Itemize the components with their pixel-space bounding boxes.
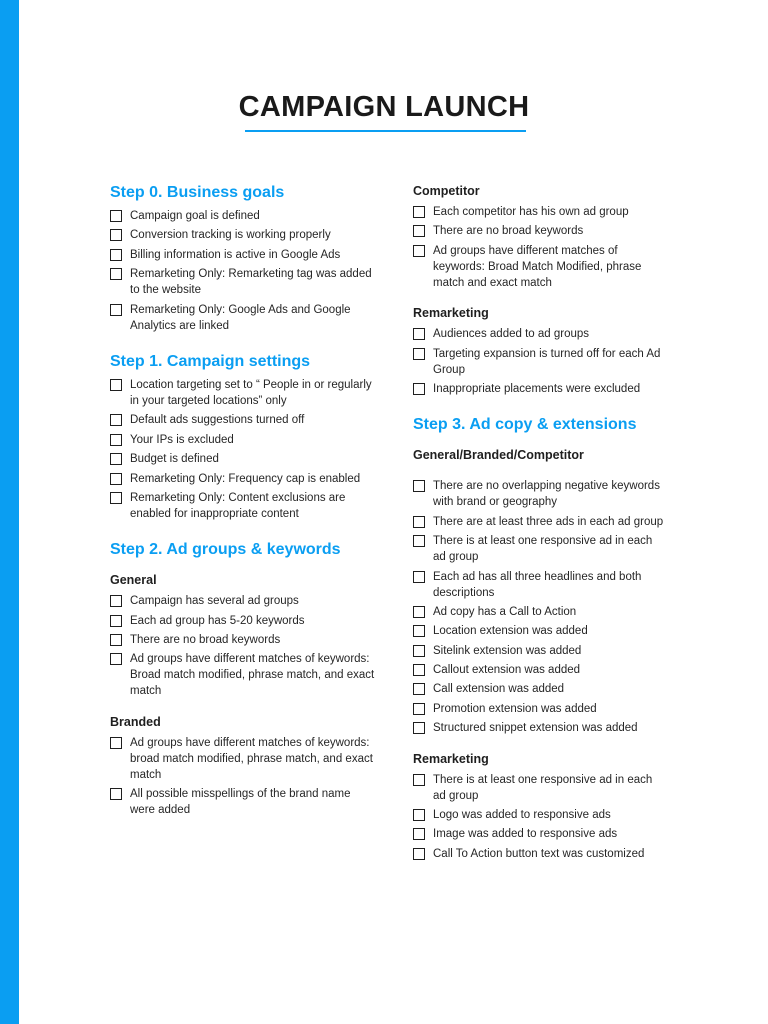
checklist-item	[413, 569, 668, 601]
checkbox[interactable]	[413, 625, 425, 637]
competitor-heading: Competitor	[413, 184, 480, 198]
checklist-item-label: Billing information is active in Google Ads	[130, 248, 341, 261]
checkbox[interactable]	[110, 473, 122, 485]
checklist-item-label: Campaign has several ad groups	[130, 595, 299, 608]
checklist-item-label: Remarketing Only: Google Ads and Google Analytics are linked	[130, 303, 351, 332]
checkbox[interactable]	[413, 206, 425, 218]
checkbox[interactable]	[110, 434, 122, 446]
checklist-item	[413, 681, 668, 697]
step1-heading: Step 1. Campaign settings	[110, 352, 311, 370]
checklist-item-label: Remarketing Only: Frequency cap is enabled	[130, 472, 361, 485]
step0-checklist	[110, 208, 378, 334]
checkbox[interactable]	[413, 722, 425, 734]
checkbox[interactable]	[413, 571, 425, 583]
checkbox[interactable]	[413, 848, 425, 860]
checkbox[interactable]	[110, 492, 122, 504]
checklist-item	[413, 604, 668, 620]
step2-general-heading: General	[110, 573, 157, 588]
checkbox[interactable]	[110, 210, 122, 222]
checklist-item-label: Targeting expansion is turned off for each Ad Group	[433, 347, 661, 376]
remarketing-checklist	[413, 326, 668, 397]
checkbox[interactable]	[413, 535, 425, 547]
competitor-checklist	[413, 204, 668, 291]
checklist-item	[413, 381, 668, 397]
step3-general-heading: General/Branded/Competitor	[413, 448, 584, 463]
checklist-item	[413, 346, 668, 378]
checklist-item-label: Sitelink extension was added	[433, 644, 582, 657]
checkbox[interactable]	[413, 774, 425, 786]
step3-remarketing-checklist	[413, 772, 668, 862]
checklist-item	[413, 223, 668, 239]
checklist-item	[110, 651, 378, 699]
step2-heading: Step 2. Ad groups & keywords	[110, 541, 341, 559]
step1-checklist	[110, 377, 378, 522]
accent-side-bar	[0, 0, 19, 1024]
checkbox[interactable]	[110, 615, 122, 627]
checkbox[interactable]	[413, 683, 425, 695]
checklist-item-label: Call To Action button text was customized	[433, 847, 645, 860]
step2-branded-heading: Branded	[110, 714, 161, 729]
title-underline	[245, 130, 526, 132]
checklist-item-label: Your IPs is excluded	[130, 433, 234, 446]
checklist-item-label: Inappropriate placements were excluded	[433, 382, 641, 395]
checklist-item	[110, 632, 378, 648]
checkbox[interactable]	[413, 383, 425, 395]
checklist-item-label: Remarketing Only: Content exclusions are enabled for inappropriate content	[130, 491, 346, 520]
checklist-item	[110, 786, 378, 818]
checkbox[interactable]	[110, 379, 122, 391]
checkbox[interactable]	[413, 703, 425, 715]
checklist-item-label: All possible misspellings of the brand name were added	[130, 788, 351, 817]
page-title: CAMPAIGN LAUNCH	[238, 91, 530, 123]
checklist-item	[413, 772, 668, 804]
checklist-item	[110, 490, 378, 522]
checklist-item-label: Each ad has all three headlines and both descriptions	[433, 570, 642, 599]
checklist-item	[110, 613, 378, 629]
checkbox[interactable]	[110, 595, 122, 607]
checklist-item	[110, 471, 378, 487]
checklist-item	[110, 247, 378, 263]
checklist-item-label: Each ad group has 5-20 keywords	[130, 614, 305, 627]
checklist-item-label: Ad copy has a Call to Action	[433, 605, 577, 618]
checklist-item	[413, 643, 668, 659]
checkbox[interactable]	[110, 453, 122, 465]
checklist-item	[110, 377, 378, 409]
checkbox[interactable]	[413, 480, 425, 492]
checklist-item-label: Budget is defined	[130, 453, 219, 466]
step3-heading: Step 3. Ad copy & extensions	[413, 416, 637, 434]
checklist-item-label: There is at least one responsive ad in each ad group	[433, 773, 653, 802]
checkbox[interactable]	[413, 645, 425, 657]
left-column	[110, 182, 378, 822]
checklist-item	[413, 514, 668, 530]
checkbox[interactable]	[110, 737, 122, 749]
checklist-item-label: Image was added to responsive ads	[433, 828, 618, 841]
checkbox[interactable]	[110, 653, 122, 665]
checklist-item-label: Location targeting set to “ People in or regularly in your targeted locations” only	[130, 378, 372, 407]
checklist-item	[413, 846, 668, 862]
checklist-item-label: There are no overlapping negative keywords with brand or geography	[433, 480, 660, 509]
checklist-item-label: Promotion extension was added	[433, 702, 597, 715]
checkbox[interactable]	[110, 304, 122, 316]
checklist-item	[413, 807, 668, 823]
checklist-item-label: Each competitor has his own ad group	[433, 206, 629, 218]
checklist-item-label: There are no broad keywords	[130, 634, 281, 647]
checklist-item-label: Ad groups have different matches of keywords: Broad match modified, phrase match, and exact match	[130, 653, 375, 698]
checkbox[interactable]	[110, 788, 122, 800]
right-column	[413, 182, 668, 865]
checklist-item	[110, 208, 378, 224]
checklist-item	[413, 662, 668, 678]
checklist-item	[110, 302, 378, 334]
step2-general-checklist	[110, 593, 378, 699]
checklist-item	[413, 326, 668, 342]
remarketing-heading: Remarketing	[413, 306, 489, 321]
checkbox[interactable]	[413, 245, 425, 257]
checklist-item	[413, 243, 668, 291]
checklist-item	[413, 204, 668, 220]
checklist-item	[413, 826, 668, 842]
checklist-item	[413, 623, 668, 639]
checkbox[interactable]	[413, 348, 425, 360]
checklist-item-label: Campaign goal is defined	[130, 210, 260, 222]
checklist-item-label: There are no broad keywords	[433, 225, 584, 238]
checklist-item-label: Ad groups have different matches of keywords: Broad Match Modified, phrase match and exact match	[433, 244, 642, 289]
checklist-item-label: Audiences added to ad groups	[433, 328, 590, 341]
checkbox[interactable]	[413, 809, 425, 821]
checklist-item	[413, 720, 668, 736]
step0-heading: Step 0. Business goals	[110, 184, 285, 201]
checkbox[interactable]	[413, 828, 425, 840]
checklist-item-label: Call extension was added	[433, 683, 565, 696]
checklist-item-label: Logo was added to responsive ads	[433, 809, 611, 822]
checklist-item	[413, 478, 668, 510]
checkbox[interactable]	[110, 414, 122, 426]
checklist-item-label: Structured snippet extension was added	[433, 722, 638, 735]
checkbox[interactable]	[413, 225, 425, 237]
checkbox[interactable]	[413, 606, 425, 618]
checklist-item	[110, 266, 378, 298]
checklist-item	[110, 227, 378, 243]
checkbox[interactable]	[110, 634, 122, 646]
checklist-item-label: There are at least three ads in each ad group	[433, 515, 664, 528]
checkbox[interactable]	[413, 664, 425, 676]
checklist-item-label: Default ads suggestions turned off	[130, 414, 305, 427]
checklist-item	[110, 412, 378, 428]
checklist-item-label: There is at least one responsive ad in each ad group	[433, 535, 653, 564]
checklist-item	[110, 593, 378, 609]
checklist-item-label: Ad groups have different matches of keywords: broad match modified, phrase match, and exact match	[130, 736, 373, 781]
checklist-item-label: Callout extension was added	[433, 664, 581, 677]
checklist-item	[413, 533, 668, 565]
checkbox[interactable]	[110, 229, 122, 241]
checkbox[interactable]	[110, 268, 122, 280]
checklist-item	[110, 451, 378, 467]
checklist-item-label: Remarketing Only: Remarketing tag was added to the website	[130, 268, 372, 297]
checkbox[interactable]	[110, 249, 122, 261]
checkbox[interactable]	[413, 516, 425, 528]
checklist-item-label: Location extension was added	[433, 625, 588, 638]
step3-general-checklist	[413, 478, 668, 736]
step3-remarketing-heading: Remarketing	[413, 751, 489, 766]
checklist-item	[110, 432, 378, 448]
checklist-item	[110, 735, 378, 783]
checkbox[interactable]	[413, 328, 425, 340]
checklist-item-label: Conversion tracking is working properly	[130, 229, 331, 242]
step2-branded-checklist	[110, 735, 378, 818]
checklist-item	[413, 701, 668, 717]
